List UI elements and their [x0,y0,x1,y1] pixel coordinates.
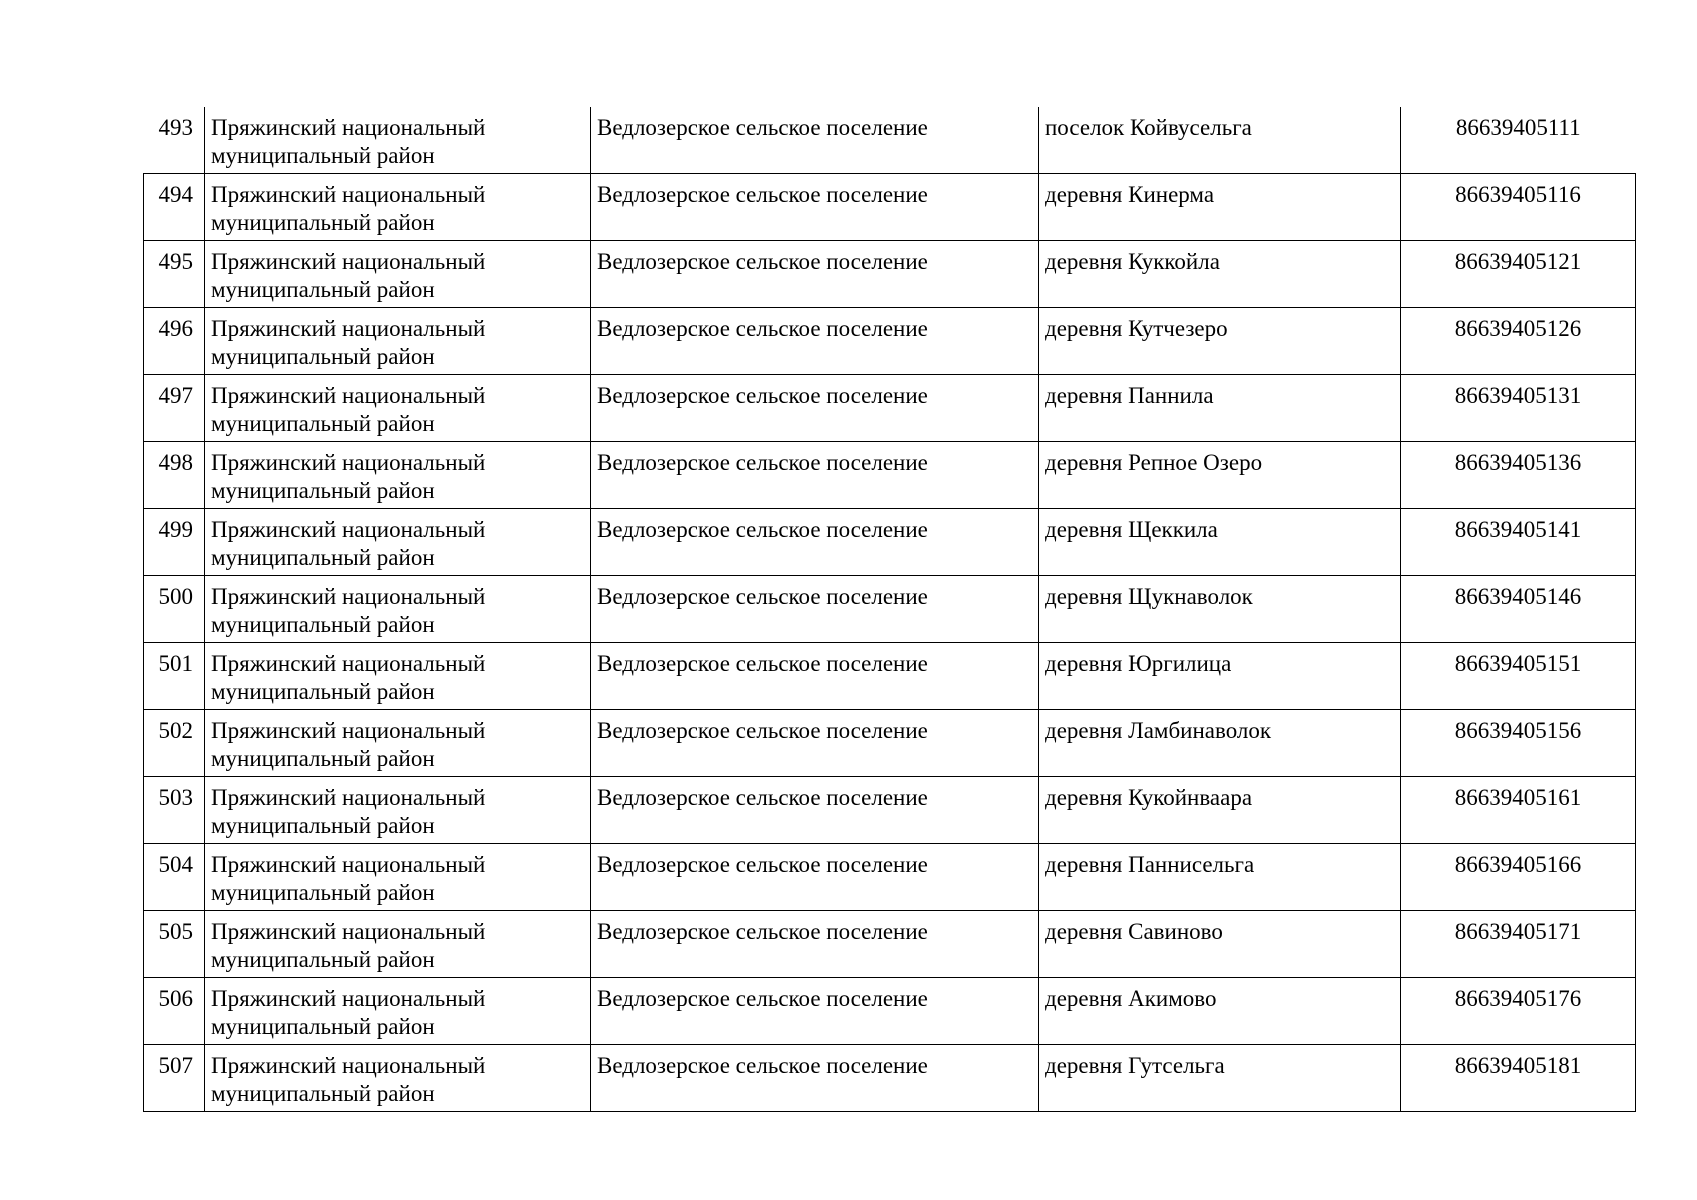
district-line-1: Пряжинский национальный [211,718,486,743]
district-cell [205,107,591,174]
table-row [144,375,1636,442]
settlements-table-body [144,107,1636,1112]
district-line-2: муниципальный район [211,612,435,637]
district-cell [205,643,591,710]
oktmo-code-cell: 86639405151 [1401,643,1636,710]
district-cell [205,1045,591,1112]
place-cell: деревня Акимово [1039,978,1401,1045]
district-line-1: Пряжинский национальный [211,383,486,408]
table-row [144,308,1636,375]
oktmo-code-cell: 86639405136 [1401,442,1636,509]
place-cell: деревня Куккойла [1039,241,1401,308]
place-cell: деревня Щеккила [1039,509,1401,576]
table-row [144,978,1636,1045]
row-number-cell: 506 [144,978,205,1045]
district-line-1: Пряжинский национальный [211,986,486,1011]
district-line-2: муниципальный район [211,344,435,369]
district-line-2: муниципальный район [211,947,435,972]
district-line-1: Пряжинский национальный [211,785,486,810]
district-line-1: Пряжинский национальный [211,517,486,542]
table-row [144,911,1636,978]
district-cell [205,308,591,375]
place-cell: деревня Щукнаволок [1039,576,1401,643]
settlement-cell: Ведлозерское сельское поселение [591,1045,1039,1112]
place-cell: деревня Юргилица [1039,643,1401,710]
oktmo-code-cell: 86639405176 [1401,978,1636,1045]
row-number-cell: 497 [144,375,205,442]
oktmo-code-cell: 86639405156 [1401,710,1636,777]
district-line-1: Пряжинский национальный [211,450,486,475]
row-number-cell: 501 [144,643,205,710]
district-cell [205,375,591,442]
row-number-cell: 502 [144,710,205,777]
row-number-cell: 495 [144,241,205,308]
place-cell: деревня Репное Озеро [1039,442,1401,509]
oktmo-code-cell: 86639405166 [1401,844,1636,911]
settlement-cell: Ведлозерское сельское поселение [591,509,1039,576]
district-cell [205,576,591,643]
place-cell: поселок Койвусельга [1039,107,1401,174]
oktmo-code-cell: 86639405111 [1401,107,1636,174]
table-row [144,509,1636,576]
table-row [144,710,1636,777]
table-row [144,1045,1636,1112]
settlement-cell: Ведлозерское сельское поселение [591,844,1039,911]
district-line-2: муниципальный район [211,478,435,503]
place-cell: деревня Ламбинаволок [1039,710,1401,777]
place-cell: деревня Паннила [1039,375,1401,442]
row-number-cell: 498 [144,442,205,509]
place-cell: деревня Савиново [1039,911,1401,978]
oktmo-code-cell: 86639405131 [1401,375,1636,442]
district-line-1: Пряжинский национальный [211,651,486,676]
settlement-cell: Ведлозерское сельское поселение [591,710,1039,777]
settlement-cell: Ведлозерское сельское поселение [591,777,1039,844]
place-cell: деревня Кинерма [1039,174,1401,241]
table-row [144,576,1636,643]
district-line-1: Пряжинский национальный [211,316,486,341]
district-cell [205,978,591,1045]
district-line-2: муниципальный район [211,277,435,302]
district-cell [205,241,591,308]
district-line-2: муниципальный район [211,143,435,168]
row-number-cell: 496 [144,308,205,375]
table-row [144,107,1636,174]
settlement-cell: Ведлозерское сельское поселение [591,174,1039,241]
oktmo-code-cell: 86639405146 [1401,576,1636,643]
district-line-1: Пряжинский национальный [211,182,486,207]
settlement-cell: Ведлозерское сельское поселение [591,442,1039,509]
district-cell [205,442,591,509]
table-row [144,442,1636,509]
row-number-cell: 507 [144,1045,205,1112]
row-number-cell: 493 [144,107,205,174]
district-cell [205,509,591,576]
district-line-2: муниципальный район [211,880,435,905]
district-line-1: Пряжинский национальный [211,852,486,877]
district-line-2: муниципальный район [211,1081,435,1106]
row-number-cell: 503 [144,777,205,844]
table-row [144,174,1636,241]
oktmo-code-cell: 86639405161 [1401,777,1636,844]
table-row [144,777,1636,844]
oktmo-code-cell: 86639405141 [1401,509,1636,576]
row-number-cell: 505 [144,911,205,978]
district-line-1: Пряжинский национальный [211,1053,486,1078]
settlement-cell: Ведлозерское сельское поселение [591,107,1039,174]
oktmo-code-cell: 86639405126 [1401,308,1636,375]
table-row [144,844,1636,911]
district-line-1: Пряжинский национальный [211,584,486,609]
row-number-cell: 500 [144,576,205,643]
row-number-cell: 504 [144,844,205,911]
district-line-1: Пряжинский национальный [211,919,486,944]
place-cell: деревня Кукойнваара [1039,777,1401,844]
settlement-cell: Ведлозерское сельское поселение [591,643,1039,710]
row-number-cell: 494 [144,174,205,241]
district-line-1: Пряжинский национальный [211,115,486,140]
district-line-2: муниципальный район [211,679,435,704]
district-line-1: Пряжинский национальный [211,249,486,274]
place-cell: деревня Паннисельга [1039,844,1401,911]
settlement-cell: Ведлозерское сельское поселение [591,241,1039,308]
district-cell [205,710,591,777]
settlement-cell: Ведлозерское сельское поселение [591,911,1039,978]
district-line-2: муниципальный район [211,545,435,570]
district-cell [205,777,591,844]
table-row [144,643,1636,710]
oktmo-code-cell: 86639405116 [1401,174,1636,241]
district-cell [205,174,591,241]
table-row [144,241,1636,308]
settlement-cell: Ведлозерское сельское поселение [591,375,1039,442]
district-line-2: муниципальный район [211,813,435,838]
district-line-2: муниципальный район [211,411,435,436]
place-cell: деревня Кутчезеро [1039,308,1401,375]
settlements-table [143,107,1636,1112]
oktmo-code-cell: 86639405181 [1401,1045,1636,1112]
settlement-cell: Ведлозерское сельское поселение [591,576,1039,643]
settlement-cell: Ведлозерское сельское поселение [591,978,1039,1045]
district-line-2: муниципальный район [211,210,435,235]
row-number-cell: 499 [144,509,205,576]
place-cell: деревня Гутсельга [1039,1045,1401,1112]
oktmo-code-cell: 86639405121 [1401,241,1636,308]
district-line-2: муниципальный район [211,746,435,771]
district-cell [205,844,591,911]
oktmo-code-cell: 86639405171 [1401,911,1636,978]
district-cell [205,911,591,978]
district-line-2: муниципальный район [211,1014,435,1039]
settlement-cell: Ведлозерское сельское поселение [591,308,1039,375]
